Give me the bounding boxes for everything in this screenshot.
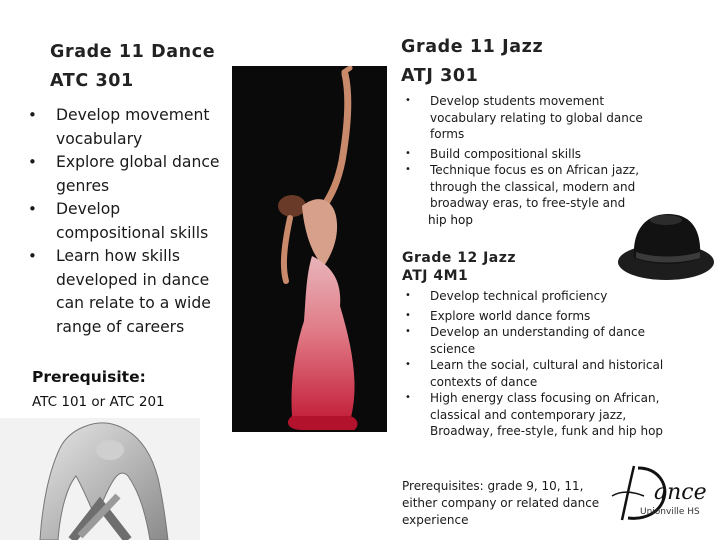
dancer-photo: [232, 66, 387, 432]
dance-bullet-list: [24, 104, 234, 339]
jazz12-title-line1: Grade 12 Jazz: [402, 250, 517, 266]
jazz12-bullet: • Explore world dance forms: [403, 308, 681, 325]
jazz12-title: [402, 249, 516, 285]
jazz12-prereq: Prerequisites: grade 9, 10, 11, either company or related dance experience: [402, 479, 600, 527]
dance-title-line1: Grade 11 Dance: [50, 42, 216, 62]
prereq-label: Prerequisite:: [32, 368, 146, 386]
dance-logo-word: ance: [654, 480, 707, 505]
jazz12-bullet: • Learn the social, cultural and historical contexts of dance: [403, 357, 681, 390]
dance-bullet: • Develop compositional skills: [24, 198, 234, 245]
jazz12-bullet: • Develop an understanding of dance science: [403, 324, 681, 357]
jazz11-bullet: • Technique focus es on African jazz, through the classical, modern and broadway eras, to free-style and: [403, 162, 673, 212]
jazz11-course-code: ATJ 301: [401, 66, 479, 86]
jazz11-bullet: • Build compositional skills: [403, 146, 673, 163]
fedora-hat-image: [612, 200, 717, 288]
jazz11-bullet-list: [403, 93, 673, 212]
dance-course-code: ATC 301: [50, 71, 134, 91]
dance-bullet: • Develop movement vocabulary: [24, 104, 234, 151]
dance-bullet: • Explore global dance genres: [24, 151, 234, 198]
dance-logo-school: Unionville HS: [640, 507, 700, 517]
dance-title: [50, 38, 215, 96]
jazz11-bullet: • Develop students movement vocabulary relating to global dance forms: [403, 93, 673, 143]
dancer-sculpture-image: [0, 418, 200, 540]
prereq-value: ATC 101 or ATC 201: [32, 394, 165, 410]
dance-logo: [610, 462, 718, 524]
jazz12-bullet: • Develop technical proficiency: [403, 288, 681, 305]
jazz11-title: [401, 33, 543, 91]
jazz12-course-code: ATJ 4M1: [402, 268, 469, 284]
jazz12-bullet-list: [403, 288, 681, 440]
jazz11-title-line1: Grade 11 Jazz: [401, 37, 544, 57]
jazz12-bullet: • High energy class focusing on African, classical and contemporary jazz, Broadway, free-style, funk and hip hop: [403, 390, 681, 440]
dance-bullet: • Learn how skills developed in dance can relate to a wide range of careers: [24, 245, 234, 339]
jazz11-tail-text: hip hop: [428, 213, 473, 227]
